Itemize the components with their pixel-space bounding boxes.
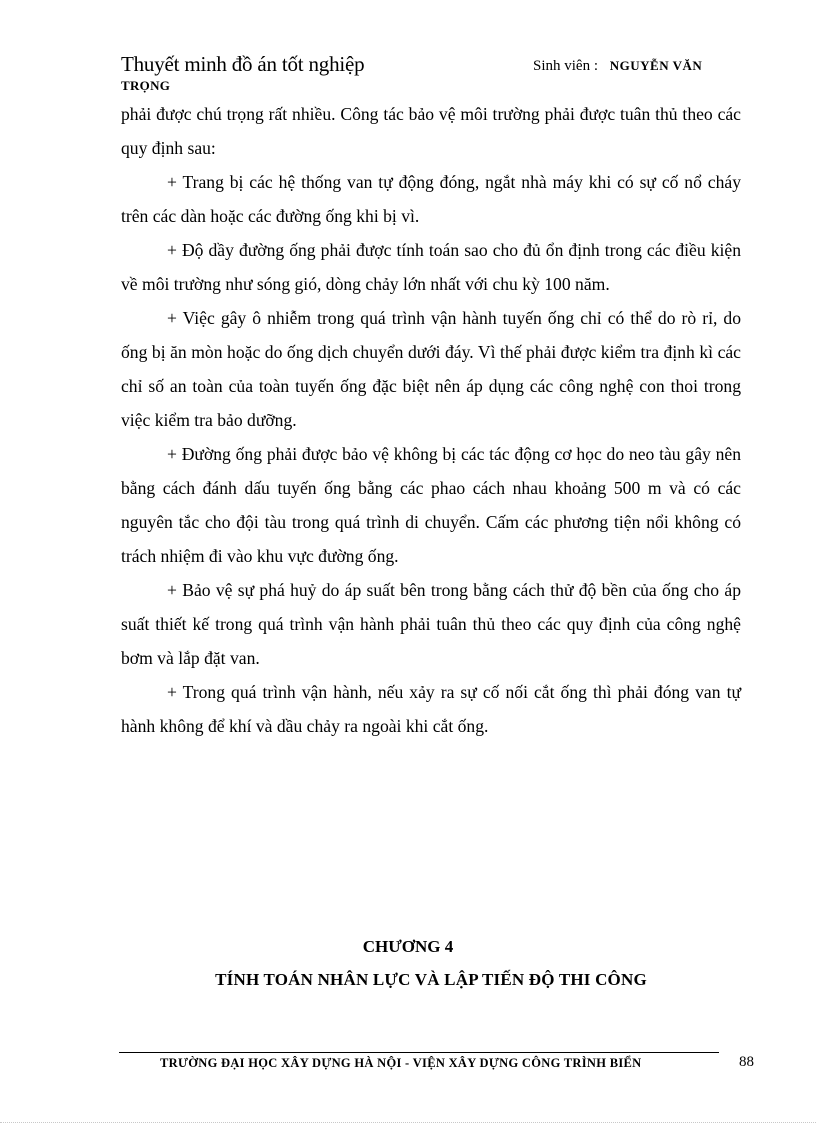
document-title: Thuyết minh đồ án tốt nghiệp: [121, 52, 365, 76]
footer-institution: TRƯỜNG ĐẠI HỌC XÂY DỰNG HÀ NỘI - VIỆN XÂY DỰNG CÔNG TRÌNH BIỂN: [160, 1056, 642, 1070]
paragraph: phải được chú trọng rất nhiều. Công tác bảo vệ môi trường phải được tuân thủ theo các quy định sau:: [121, 104, 741, 158]
student-info: [533, 58, 702, 75]
page-number: 88: [739, 1054, 754, 1070]
paragraph: + Đường ống phải được bảo vệ không bị các tác động cơ học do neo tàu gây nên bằng cách đánh dấu tuyến ống bằng các phao cách nhau khoảng 500 m và có các nguyên tắc cho đội tàu trong quá trình di chuyển. Cấm các phương tiện nổi không có trách nhiệm đi vào khu vực đường ống.: [121, 444, 741, 566]
footer-divider: [119, 1052, 719, 1053]
paragraph: + Trang bị các hệ thống van tự động đóng, ngắt nhà máy khi có sự cố nổ cháy trên các dàn hoặc các đường ống khi bị vì.: [121, 172, 741, 226]
student-label: Sinh viên :: [533, 58, 599, 74]
paragraph: + Bảo vệ sự phá huỷ do áp suất bên trong bằng cách thử độ bền của ống cho áp suất thiết kế trong quá trình vận hành phải tuân thủ theo các quy định của công nghệ bơm và lắp đặt van.: [121, 580, 741, 668]
body-text: [121, 97, 741, 743]
paragraph: + Trong quá trình vận hành, nếu xảy ra sự cố nối cắt ống thì phải đóng van tự hành không để khí và dầu chảy ra ngoài khi cắt ống.: [121, 682, 741, 736]
chapter-title: TÍNH TOÁN NHÂN LỰC VÀ LẬP TIẾN ĐỘ THI CÔNG: [215, 970, 647, 989]
chapter-number: CHƯƠNG 4: [362, 937, 454, 956]
paragraph: + Việc gây ô nhiễm trong quá trình vận hành tuyến ống chỉ có thể do rò rỉ, do ống bị ăn mòn hoặc do ống dịch chuyển dưới đáy. Vì thế phải được kiểm tra định kì các chỉ số an toàn của toàn tuyến ống đặc biệt nên áp dụng các công nghệ con thoi trong việc kiểm tra bảo dưỡng.: [121, 308, 741, 430]
paragraph: + Độ dầy đường ống phải được tính toán sao cho đủ ổn định trong các điều kiện về môi trường như sóng gió, dòng chảy lớn nhất với chu kỳ 100 năm.: [121, 240, 741, 294]
student-name: NGUYỄN VĂN: [609, 58, 703, 73]
student-name-continuation: TRỌNG: [121, 78, 171, 93]
